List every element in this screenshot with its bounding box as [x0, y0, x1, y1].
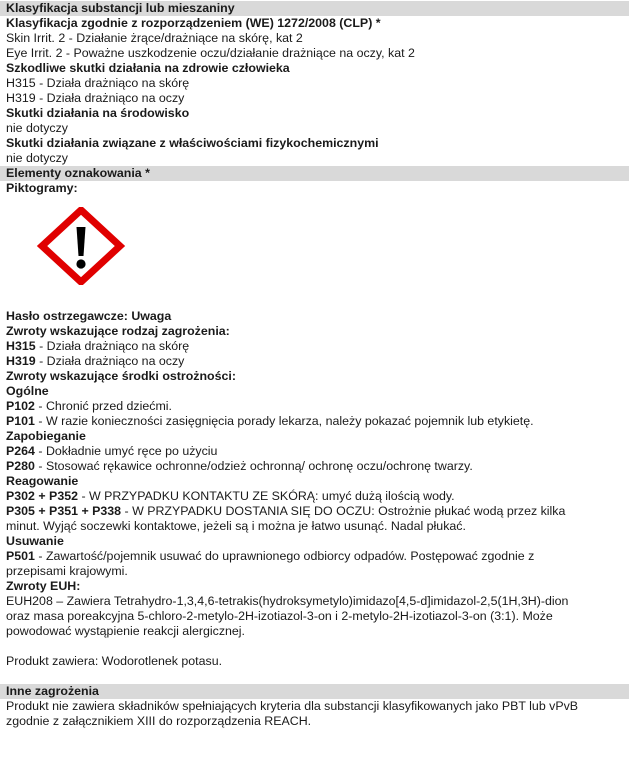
- precautionary-statement: [0, 399, 629, 414]
- statement-continuation: przepisami krajowymi.: [6, 564, 128, 578]
- statement-code: P280: [6, 459, 35, 473]
- statement-code: P102: [6, 399, 35, 413]
- statement-text: - Dokładnie umyć ręce po użyciu: [34, 444, 218, 458]
- health-effects-heading: Szkodliwe skutki działania na zdrowie człowieka: [6, 61, 290, 75]
- precautionary-statement: [0, 444, 629, 459]
- precautionary-statement: [0, 459, 629, 474]
- euh-line: EUH208 – Zawiera Tetrahydro-1,3,4,6-tetrakis(hydroksymetylo)imidazo[4,5-d]imidazol-2,5(1H,3H)-dion: [6, 594, 569, 608]
- statement-code: P302 + P352: [6, 489, 78, 503]
- statement-text: - Zawartość/pojemnik usuwać do uprawnionego odbiorcy odpadów. Postępować zgodnie z: [34, 549, 535, 563]
- hazard-statement: [0, 354, 629, 369]
- other-hazards-line: Produkt nie zawiera składników spełniających kryteria dla substancji klasyfikowanych jako PBT lub vPvB: [6, 699, 579, 713]
- hazard-class-skin: Skin Irrit. 2 - Działanie żrące/drażniące na skórę, kat 2: [6, 31, 303, 45]
- euh-heading: Zwroty EUH:: [6, 579, 81, 593]
- precautionary-statement: [0, 489, 629, 504]
- statement-code: P264: [6, 444, 35, 458]
- precautionary-statement: [0, 504, 629, 519]
- statement-text: - Działa drażniąco na skórę: [35, 339, 190, 353]
- contains-statement: Produkt zawiera: Wodorotlenek potasu.: [6, 654, 223, 668]
- statement-text: - Stosować rękawice ochronne/odzież ochronną/ ochronę oczu/ochronę twarzy.: [34, 459, 473, 473]
- ghs07-exclamation-icon: [30, 207, 132, 285]
- precautionary-statement: [0, 549, 629, 564]
- disposal-heading: Usuwanie: [6, 534, 64, 548]
- general-heading: Ogólne: [6, 384, 49, 398]
- signal-word: Hasło ostrzegawcze: Uwaga: [6, 309, 172, 323]
- spacer: [0, 669, 629, 684]
- statement-text: - Działa drażniąco na oczy: [35, 354, 185, 368]
- euh-line: oraz masa poreakcyjna 5-chloro-2-metylo-2H-izotiazol-3-on i 2-metylo-2H-izotiazol-3-on (3:1). Może: [6, 609, 553, 623]
- section-header-other-hazards: Inne zagrożenia: [0, 684, 629, 699]
- health-effect-h319: H319 - Działa drażniąco na oczy: [6, 91, 185, 105]
- statement-text: - Chronić przed dziećmi.: [34, 399, 172, 413]
- spacer: [0, 639, 629, 654]
- statement-code: P101: [6, 414, 35, 428]
- precautionary-statement: [0, 414, 629, 429]
- euh-line: powodować wystąpienie reakcji alergicznej.: [6, 624, 245, 638]
- statement-code: H319: [6, 354, 36, 368]
- physchem-heading: Skutki działania związane z właściwościami fizykochemicznymi: [6, 136, 379, 150]
- exclamation-dot: [76, 259, 85, 268]
- health-effect-h315: H315 - Działa drażniąco na skórę: [6, 76, 190, 90]
- statement-text: - W razie konieczności zasięgnięcia porady lekarza, należy pokazać pojemnik lub etykietę.: [34, 414, 534, 428]
- hazard-class-eye: Eye Irrit. 2 - Poważne uszkodzenie oczu/działanie drażniące na oczy, kat 2: [6, 46, 415, 60]
- hazard-statement: [0, 339, 629, 354]
- precautionary-heading: Zwroty wskazujące środki ostrożności:: [6, 369, 236, 383]
- environment-heading: Skutki działania na środowisko: [6, 106, 190, 120]
- statement-code: H315: [6, 339, 36, 353]
- other-hazards-line: zgodnie z załącznikiem XIII do rozporządzenia REACH.: [6, 714, 312, 728]
- statement-code: P305 + P351 + P338: [6, 504, 122, 518]
- clp-heading: Klasyfikacja zgodnie z rozporządzeniem (WE) 1272/2008 (CLP) *: [6, 16, 381, 30]
- response-heading: Reagowanie: [6, 474, 79, 488]
- prevention-heading: Zapobieganie: [6, 429, 86, 443]
- section-header-labelling: Elementy oznakowania *: [0, 166, 629, 181]
- pictograms-label: Piktogramy:: [6, 181, 78, 195]
- section-header-classification: Klasyfikacja substancji lub mieszaniny: [0, 1, 629, 16]
- statement-code: P501: [6, 549, 35, 563]
- hazard-statements-heading: Zwroty wskazujące rodzaj zagrożenia:: [6, 324, 230, 338]
- statement-continuation: minut. Wyjąć soczewki kontaktowe, jeżeli są i można je łatwo usunąć. Nadal płukać.: [6, 519, 466, 533]
- ghs-pictogram-svg: [30, 207, 132, 285]
- statement-text: - W PRZYPADKU KONTAKTU ZE SKÓRĄ: umyć dużą ilością wody.: [78, 489, 455, 503]
- physchem-value: nie dotyczy: [6, 151, 68, 165]
- environment-value: nie dotyczy: [6, 121, 68, 135]
- statement-text: - W PRZYPADKU DOSTANIA SIĘ DO OCZU: Ostrożnie płukać wodą przez kilka: [121, 504, 566, 518]
